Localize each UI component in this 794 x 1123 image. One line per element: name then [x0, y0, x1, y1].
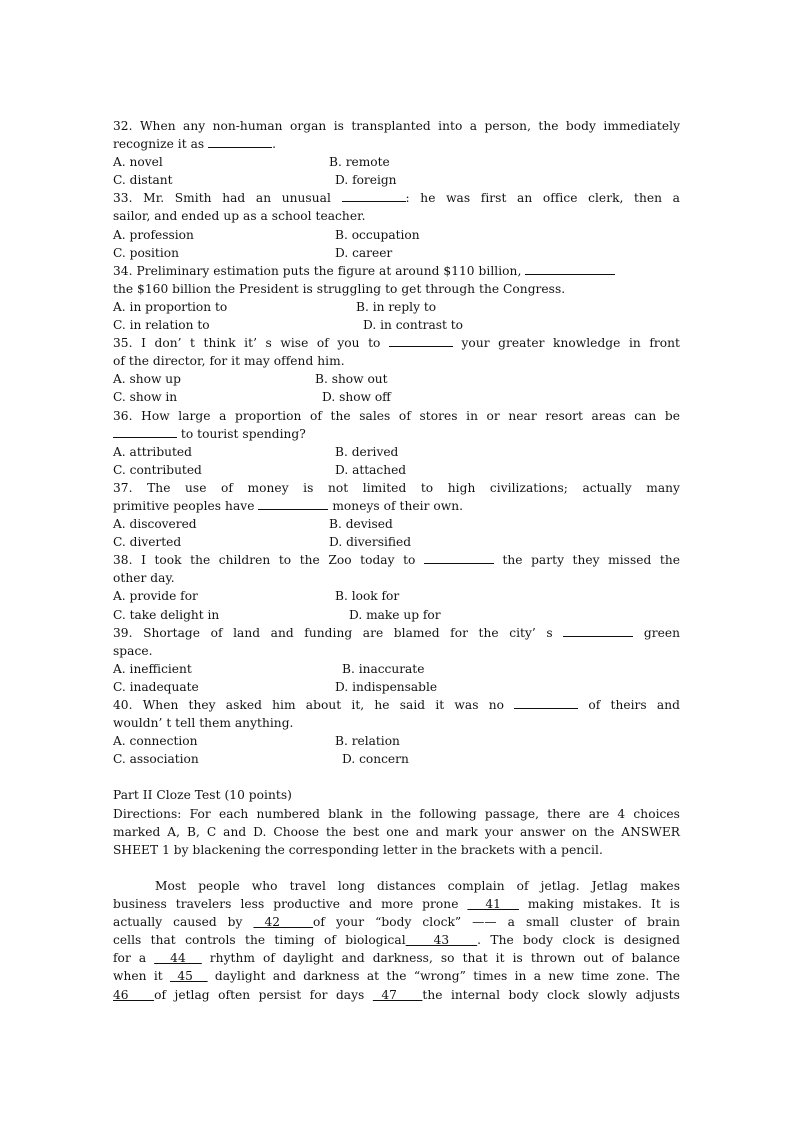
question-37-options-cd	[113, 533, 680, 551]
cloze-blank-44: 44	[154, 951, 202, 966]
question-32-stem-line1: 32. When any non-human organ is transplanted into a person, the body immediately	[113, 119, 680, 133]
option-a: A. provide for	[113, 589, 198, 604]
part2-title: Part II Cloze Test (10 points)	[113, 788, 292, 803]
option-b: B. look for	[335, 589, 400, 604]
question-35-options-ab	[113, 370, 680, 388]
exam-page	[113, 117, 680, 1004]
cloze-blank-41: 41	[467, 897, 519, 912]
question-40-stem-line1: 40. When they asked him about it, he said it was no of theirs and	[113, 698, 680, 712]
question-33-stem-line2: sailor, and ended up as a school teacher.	[113, 209, 366, 224]
question-33-options-ab	[113, 226, 680, 244]
option-a: A. novel	[113, 155, 163, 170]
question-36-options-cd	[113, 461, 680, 479]
cloze-blank-47: 47	[372, 987, 423, 1002]
question-34-stem-line2: the $160 billion the President is struggling to get through the Congress.	[113, 281, 566, 296]
option-c: C. diverted	[113, 535, 182, 550]
option-c: C. show in	[113, 390, 178, 405]
option-d: D. indispensable	[335, 679, 438, 694]
option-b: B. devised	[329, 517, 393, 532]
option-b: B. occupation	[335, 227, 420, 242]
cloze-blank-42: 42	[253, 915, 314, 930]
question-38-options-cd	[113, 606, 680, 624]
option-d: D. attached	[335, 462, 407, 477]
question-36-stem-line2: to tourist spending?	[113, 425, 680, 443]
passage-line3: actually caused by 42 of your “body clock” —— a small cluster of brain	[113, 915, 680, 930]
passage-line7: 46 of jetlag often persist for days 47 the internal body clock slowly adjusts	[113, 987, 680, 1002]
passage-line5: for a 44 rhythm of daylight and darkness, so that it is thrown out of balance	[113, 951, 681, 966]
option-d: D. concern	[342, 752, 409, 767]
option-c: C. take delight in	[113, 607, 220, 622]
question-32-stem-line2: recognize it as .	[113, 137, 277, 152]
option-b: B. derived	[335, 444, 399, 459]
question-32-options-ab	[113, 153, 680, 171]
passage-line2: business travelers less productive and more prone 41 making mistakes. It is	[113, 897, 680, 912]
option-d: D. career	[335, 245, 393, 260]
option-c: C. inadequate	[113, 679, 199, 694]
question-39-stem-line1: 39. Shortage of land and funding are blamed for the city’ s green	[113, 625, 680, 640]
option-c: C. distant	[113, 173, 173, 188]
answer-blank	[389, 334, 453, 347]
option-a: A. in proportion to	[113, 299, 228, 314]
question-35-stem-line2: of the director, for it may offend him.	[113, 354, 345, 369]
option-b: B. inaccurate	[342, 661, 425, 676]
question-34-stem-line1: 34. Preliminary estimation puts the figure at around $110 billion,	[113, 262, 680, 280]
question-38-options-ab	[113, 587, 680, 605]
question-33-options-cd	[113, 244, 680, 262]
option-b: B. relation	[335, 734, 400, 749]
option-a: A. inefficient	[113, 661, 192, 676]
answer-blank	[424, 551, 494, 564]
question-34-options-ab	[113, 298, 680, 316]
part2-directions-line2: marked A, B, C and D. Choose the best one and mark your answer on the ANSWER	[113, 824, 680, 839]
option-a: A. discovered	[113, 517, 197, 532]
option-d: D. diversified	[329, 535, 412, 550]
option-a: A. attributed	[113, 444, 192, 459]
question-34-options-cd	[113, 316, 680, 334]
option-a: A. show up	[113, 372, 181, 387]
question-39-options-ab	[113, 660, 680, 678]
question-38-stem-line2: other day.	[113, 571, 175, 586]
question-37-stem-line1: 37. The use of money is not limited to high civilizations; actually many	[113, 480, 680, 495]
question-40-options-ab	[113, 732, 680, 750]
question-35-stem-line1: 35. I don’ t think it’ s wise of you to your greater knowledge in front	[113, 336, 680, 351]
option-a: A. profession	[113, 227, 194, 242]
passage-line6: when it 45 daylight and darkness at the “wrong” times in a new time zone. The	[113, 969, 680, 984]
question-32-options-cd	[113, 171, 680, 189]
passage-line4: cells that controls the timing of biological 43 . The body clock is designed	[113, 933, 681, 948]
option-a: A. connection	[113, 734, 198, 749]
option-c: C. contributed	[113, 462, 202, 477]
answer-blank	[258, 497, 328, 510]
question-36-options-ab	[113, 443, 680, 461]
option-b: B. in reply to	[356, 299, 437, 314]
cloze-blank-45: 45	[170, 969, 208, 984]
option-c: C. association	[113, 752, 199, 767]
option-c: C. in relation to	[113, 318, 210, 333]
passage-line1: Most people who travel long distances complain of jetlag. Jetlag makes	[155, 878, 680, 893]
answer-blank	[563, 624, 633, 637]
option-b: B. show out	[315, 372, 388, 387]
cloze-blank-46: 46	[113, 987, 155, 1002]
question-37-stem-line2: primitive peoples have moneys of their own.	[113, 498, 464, 513]
question-39-stem-line2: space.	[113, 643, 153, 658]
option-d: D. foreign	[335, 173, 397, 188]
question-33-stem-line1: 33. Mr. Smith had an unusual : he was first an office clerk, then a	[113, 191, 680, 206]
option-d: D. show off	[322, 390, 391, 405]
part2-directions-line3: SHEET 1 by blackening the corresponding letter in the brackets with a pencil.	[113, 842, 603, 857]
answer-blank	[525, 262, 615, 275]
option-d: D. in contrast to	[363, 318, 463, 333]
question-39-options-cd	[113, 678, 680, 696]
option-c: C. position	[113, 245, 179, 260]
cloze-blank-43: 43	[405, 933, 478, 948]
answer-blank	[514, 696, 578, 709]
answer-blank	[208, 135, 272, 148]
part2-directions-line1: Directions: For each numbered blank in the following passage, there are 4 choices	[113, 806, 680, 821]
question-35-options-cd	[113, 388, 680, 406]
question-38-stem-line1: 38. I took the children to the Zoo today to the party they missed the	[113, 553, 680, 568]
question-40-options-cd	[113, 750, 680, 768]
question-40-stem-line2: wouldn’ t tell them anything.	[113, 716, 294, 731]
option-b: B. remote	[329, 155, 390, 170]
question-36-stem-line1: 36. How large a proportion of the sales of stores in or near resort areas can be	[113, 408, 680, 423]
answer-blank	[342, 189, 406, 202]
answer-blank	[113, 425, 177, 438]
option-d: D. make up for	[349, 607, 441, 622]
question-37-options-ab	[113, 515, 680, 533]
